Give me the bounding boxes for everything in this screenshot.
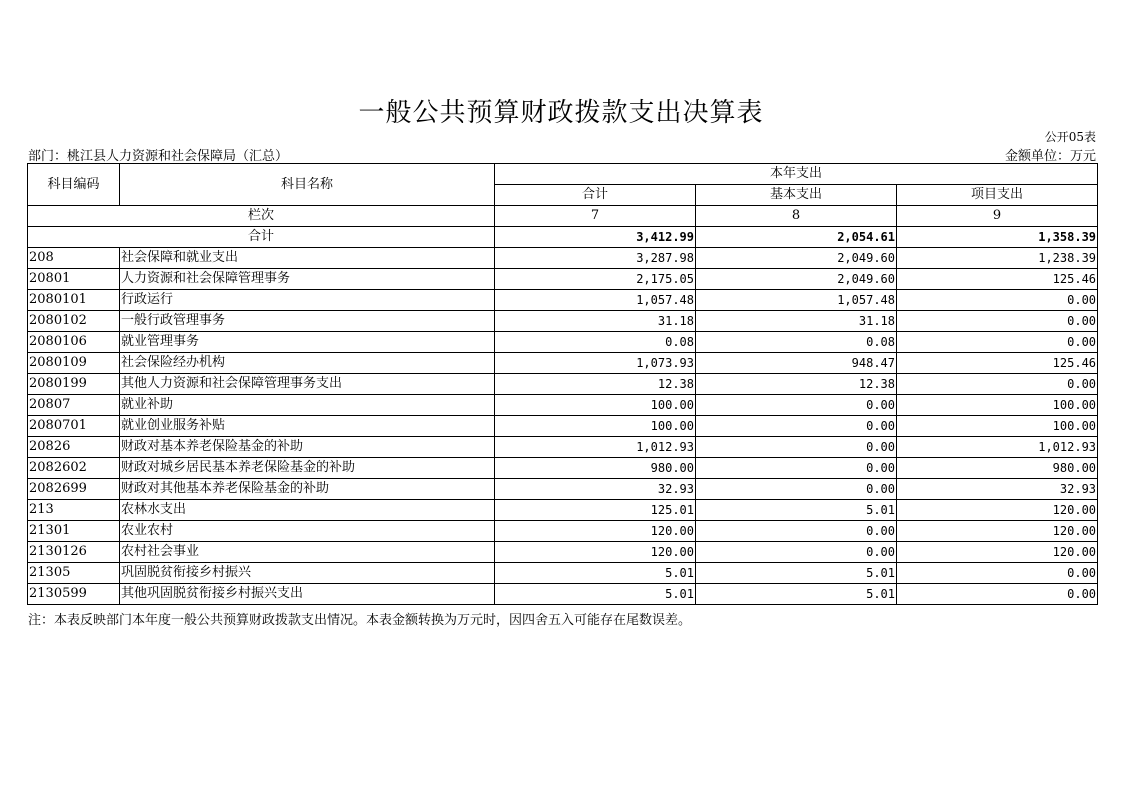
- row-name: 其他人力资源和社会保障管理事务支出: [120, 374, 495, 395]
- row-project: 120.00: [897, 542, 1098, 563]
- row-total: 2,175.05: [495, 269, 696, 290]
- department-label: 部门：桃江县人力资源和社会保障局（汇总）: [28, 149, 289, 164]
- row-basic: 2,049.60: [696, 248, 897, 269]
- table-row: [28, 395, 1098, 416]
- summary-label: 合计: [28, 227, 495, 248]
- header-code: 科目编码: [28, 164, 120, 206]
- row-name: 一般行政管理事务: [120, 311, 495, 332]
- row-basic: 5.01: [696, 584, 897, 605]
- row-total: 120.00: [495, 542, 696, 563]
- table-row: [28, 332, 1098, 353]
- row-name: 财政对其他基本养老保险基金的补助: [120, 479, 495, 500]
- row-name: 财政对基本养老保险基金的补助: [120, 437, 495, 458]
- header-row-1: [28, 164, 1098, 185]
- table-row: [28, 521, 1098, 542]
- summary-row: [28, 227, 1098, 248]
- table-row: [28, 437, 1098, 458]
- row-name: 行政运行: [120, 290, 495, 311]
- row-total: 32.93: [495, 479, 696, 500]
- row-code: 2130126: [28, 542, 120, 563]
- row-project: 1,238.39: [897, 248, 1098, 269]
- row-project: 120.00: [897, 500, 1098, 521]
- row-code: 2082699: [28, 479, 120, 500]
- row-name: 人力资源和社会保障管理事务: [120, 269, 495, 290]
- row-basic: 0.00: [696, 521, 897, 542]
- summary-basic: 2,054.61: [696, 227, 897, 248]
- row-name: 农业农村: [120, 521, 495, 542]
- row-project: 0.00: [897, 563, 1098, 584]
- row-total: 31.18: [495, 311, 696, 332]
- row-project: 125.46: [897, 353, 1098, 374]
- row-total: 1,073.93: [495, 353, 696, 374]
- row-code: 208: [28, 248, 120, 269]
- row-basic: 0.00: [696, 542, 897, 563]
- row-total: 5.01: [495, 563, 696, 584]
- budget-table: [27, 163, 1098, 605]
- row-project: 0.00: [897, 311, 1098, 332]
- row-total: 0.08: [495, 332, 696, 353]
- row-basic: 0.00: [696, 416, 897, 437]
- row-code: 2080199: [28, 374, 120, 395]
- table-row: [28, 353, 1098, 374]
- row-total: 3,287.98: [495, 248, 696, 269]
- row-basic: 12.38: [696, 374, 897, 395]
- table-row: [28, 479, 1098, 500]
- header-basic: 基本支出: [696, 185, 897, 206]
- row-name: 农林水支出: [120, 500, 495, 521]
- row-code: 2082602: [28, 458, 120, 479]
- row-name: 社会保险经办机构: [120, 353, 495, 374]
- row-code: 21305: [28, 563, 120, 584]
- table-row: [28, 584, 1098, 605]
- row-project: 0.00: [897, 584, 1098, 605]
- row-name: 社会保障和就业支出: [120, 248, 495, 269]
- row-basic: 31.18: [696, 311, 897, 332]
- row-basic: 2,049.60: [696, 269, 897, 290]
- form-number: 公开05表: [1044, 130, 1096, 144]
- row-code: 2080701: [28, 416, 120, 437]
- table-row: [28, 563, 1098, 584]
- row-basic: 0.00: [696, 479, 897, 500]
- row-basic: 0.00: [696, 458, 897, 479]
- row-code: 2080106: [28, 332, 120, 353]
- row-code: 2080102: [28, 311, 120, 332]
- row-project: 980.00: [897, 458, 1098, 479]
- header-name: 科目名称: [120, 164, 495, 206]
- row-basic: 0.00: [696, 437, 897, 458]
- row-project: 120.00: [897, 521, 1098, 542]
- row-total: 120.00: [495, 521, 696, 542]
- row-total: 1,012.93: [495, 437, 696, 458]
- row-project: 100.00: [897, 395, 1098, 416]
- row-basic: 1,057.48: [696, 290, 897, 311]
- row-name: 就业创业服务补贴: [120, 416, 495, 437]
- row-total: 5.01: [495, 584, 696, 605]
- row-basic: 0.00: [696, 395, 897, 416]
- row-total: 125.01: [495, 500, 696, 521]
- table-row: [28, 416, 1098, 437]
- table-row: [28, 290, 1098, 311]
- column-number-label: 栏次: [28, 206, 495, 227]
- row-total: 100.00: [495, 395, 696, 416]
- table-row: [28, 269, 1098, 290]
- row-project: 1,012.93: [897, 437, 1098, 458]
- table-row: [28, 374, 1098, 395]
- row-code: 2080101: [28, 290, 120, 311]
- row-name: 巩固脱贫衔接乡村振兴: [120, 563, 495, 584]
- row-total: 12.38: [495, 374, 696, 395]
- row-project: 0.00: [897, 290, 1098, 311]
- row-project: 100.00: [897, 416, 1098, 437]
- row-project: 0.00: [897, 374, 1098, 395]
- summary-project: 1,358.39: [897, 227, 1098, 248]
- unit-label: 金额单位：万元: [1004, 149, 1096, 164]
- header-current-year: 本年支出: [495, 164, 1098, 185]
- column-number-8: 8: [696, 206, 897, 227]
- row-name: 就业补助: [120, 395, 495, 416]
- row-code: 21301: [28, 521, 120, 542]
- column-number-7: 7: [495, 206, 696, 227]
- row-name: 农村社会事业: [120, 542, 495, 563]
- row-code: 20801: [28, 269, 120, 290]
- row-basic: 0.08: [696, 332, 897, 353]
- table-row: [28, 542, 1098, 563]
- header-project: 项目支出: [897, 185, 1098, 206]
- row-total: 1,057.48: [495, 290, 696, 311]
- table-row: [28, 311, 1098, 332]
- summary-total: 3,412.99: [495, 227, 696, 248]
- table-row: [28, 458, 1098, 479]
- row-project: 0.00: [897, 332, 1098, 353]
- row-basic: 5.01: [696, 500, 897, 521]
- row-code: 2080109: [28, 353, 120, 374]
- table-row: [28, 500, 1098, 521]
- footnote: 注：本表反映部门本年度一般公共预算财政拨款支出情况。本表金额转换为万元时，因四舍五入可能存在尾数误差。: [28, 613, 692, 628]
- column-number-row: [28, 206, 1098, 227]
- page-title: 一般公共预算财政拨款支出决算表: [358, 98, 764, 128]
- row-name: 其他巩固脱贫衔接乡村振兴支出: [120, 584, 495, 605]
- column-number-9: 9: [897, 206, 1098, 227]
- row-code: 213: [28, 500, 120, 521]
- row-total: 100.00: [495, 416, 696, 437]
- row-project: 32.93: [897, 479, 1098, 500]
- table-row: [28, 248, 1098, 269]
- header-total: 合计: [495, 185, 696, 206]
- row-basic: 5.01: [696, 563, 897, 584]
- row-code: 20826: [28, 437, 120, 458]
- row-code: 20807: [28, 395, 120, 416]
- row-code: 2130599: [28, 584, 120, 605]
- row-project: 125.46: [897, 269, 1098, 290]
- row-name: 财政对城乡居民基本养老保险基金的补助: [120, 458, 495, 479]
- row-name: 就业管理事务: [120, 332, 495, 353]
- row-basic: 948.47: [696, 353, 897, 374]
- row-total: 980.00: [495, 458, 696, 479]
